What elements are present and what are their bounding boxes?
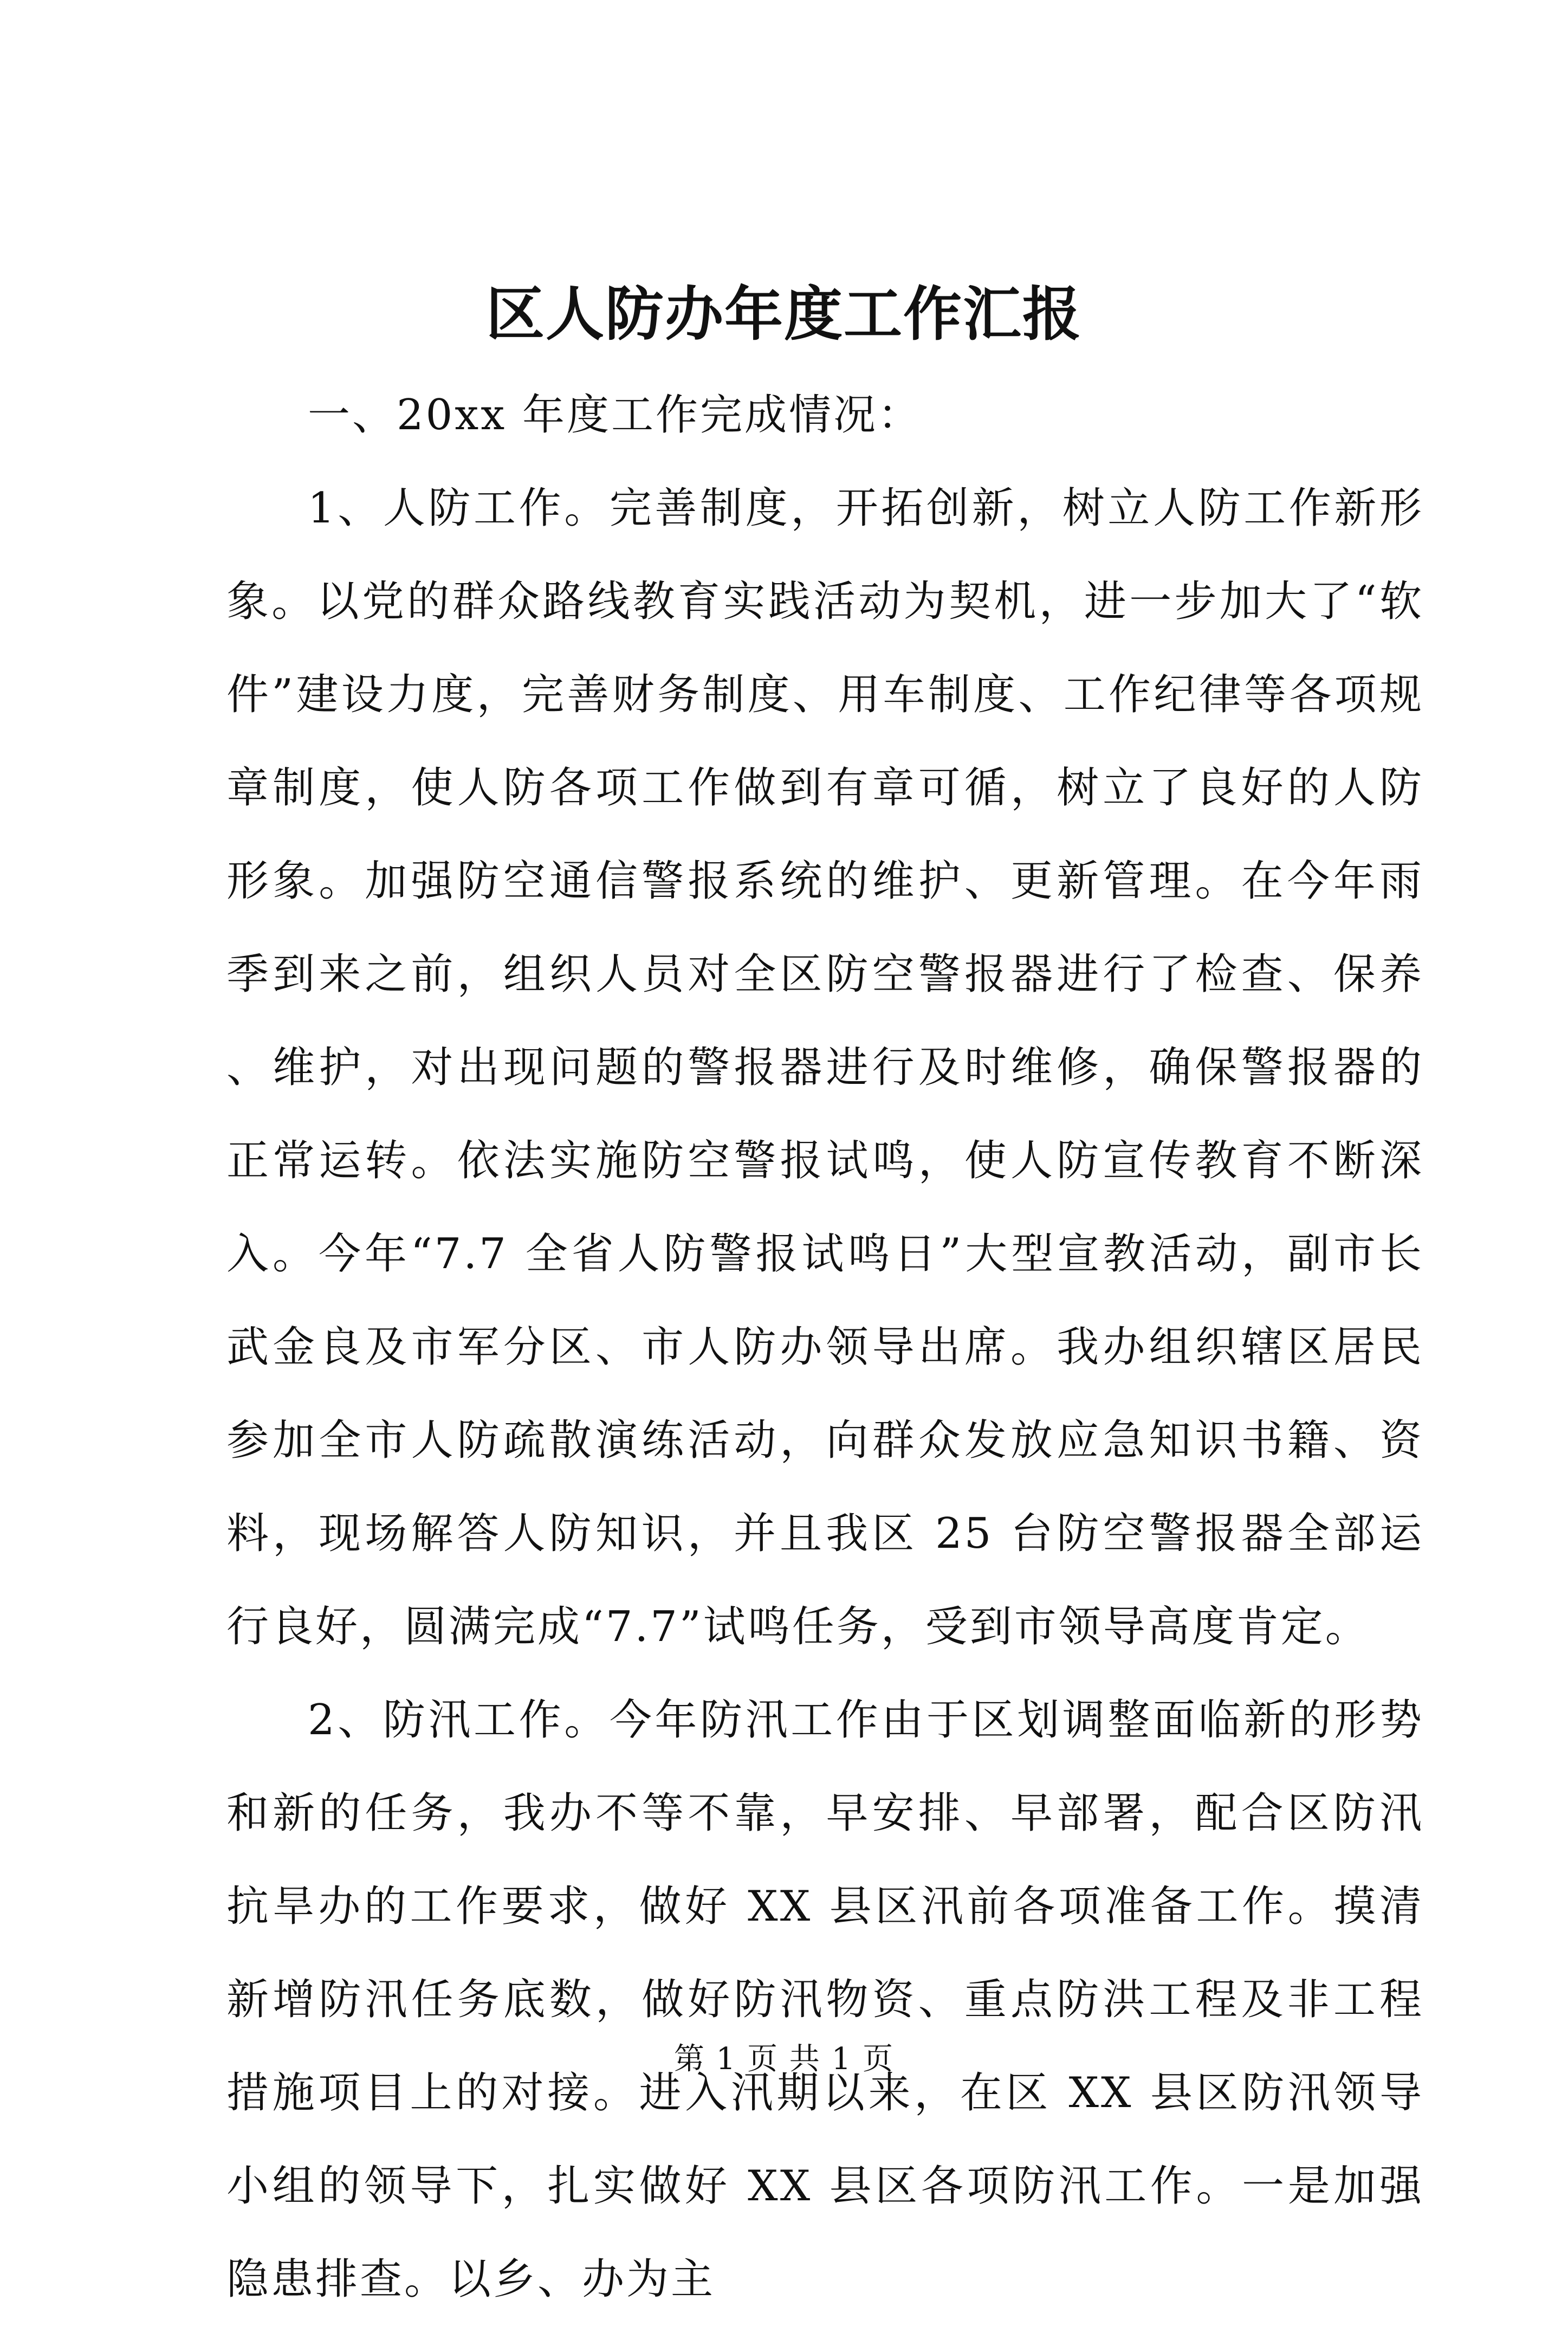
section-heading: 一、20xx 年度工作完成情况： [308, 391, 923, 440]
document-title: 区人防办年度工作汇报 [485, 280, 1082, 348]
page-footer: 第 1 页 共 1 页 [673, 2041, 895, 2077]
paragraph-flood-control: 2、防汛工作。今年防汛工作由于区划调整面临新的形势和新的任务，我办不等不靠，早安排、早部署，配合区防汛抗旱办的工作要求，做好 XX 县区汛前各项准备工作。摸清新增防汛任务底数，做好防汛物资、重点防洪工程及非工程措施项目上的对接。进入汛期以来，在区 XX 县区防汛领导小组的领导下，扎实做好 XX 县区各项防汛工作。一是加强隐患排查。以乡、办为主 [226, 1696, 1424, 2304]
paragraph-civil-defense: 1、人防工作。完善制度，开拓创新，树立人防工作新形象。以党的群众路线教育实践活动为契机，进一步加大了“软件”建设力度，完善财务制度、用车制度、工作纪律等各项规章制度，使人防各项工作做到有章可循，树立了良好的人防形象。加强防空通信警报系统的维护、更新管理。在今年雨季到来之前，组织人员对全区防空警报器进行了检查、保养、维护，对出现问题的警报器进行及时维修，确保警报器的正常运转。依法实施防空警报试鸣，使人防宣传教育不断深入。今年“7.7 全省人防警报试鸣日”大型宣教活动，副市长武金良及市军分区、市人防办领导出席。我办组织辖区居民参加全市人防疏散演练活动，向群众发放应急知识书籍、资料，现场解答人防知识，并且我区 25 台防空警报器全部运行良好，圆满完成“7.7”试鸣任务，受到市领导高度肯定。 [226, 484, 1424, 1651]
document-body [226, 369, 1424, 2326]
